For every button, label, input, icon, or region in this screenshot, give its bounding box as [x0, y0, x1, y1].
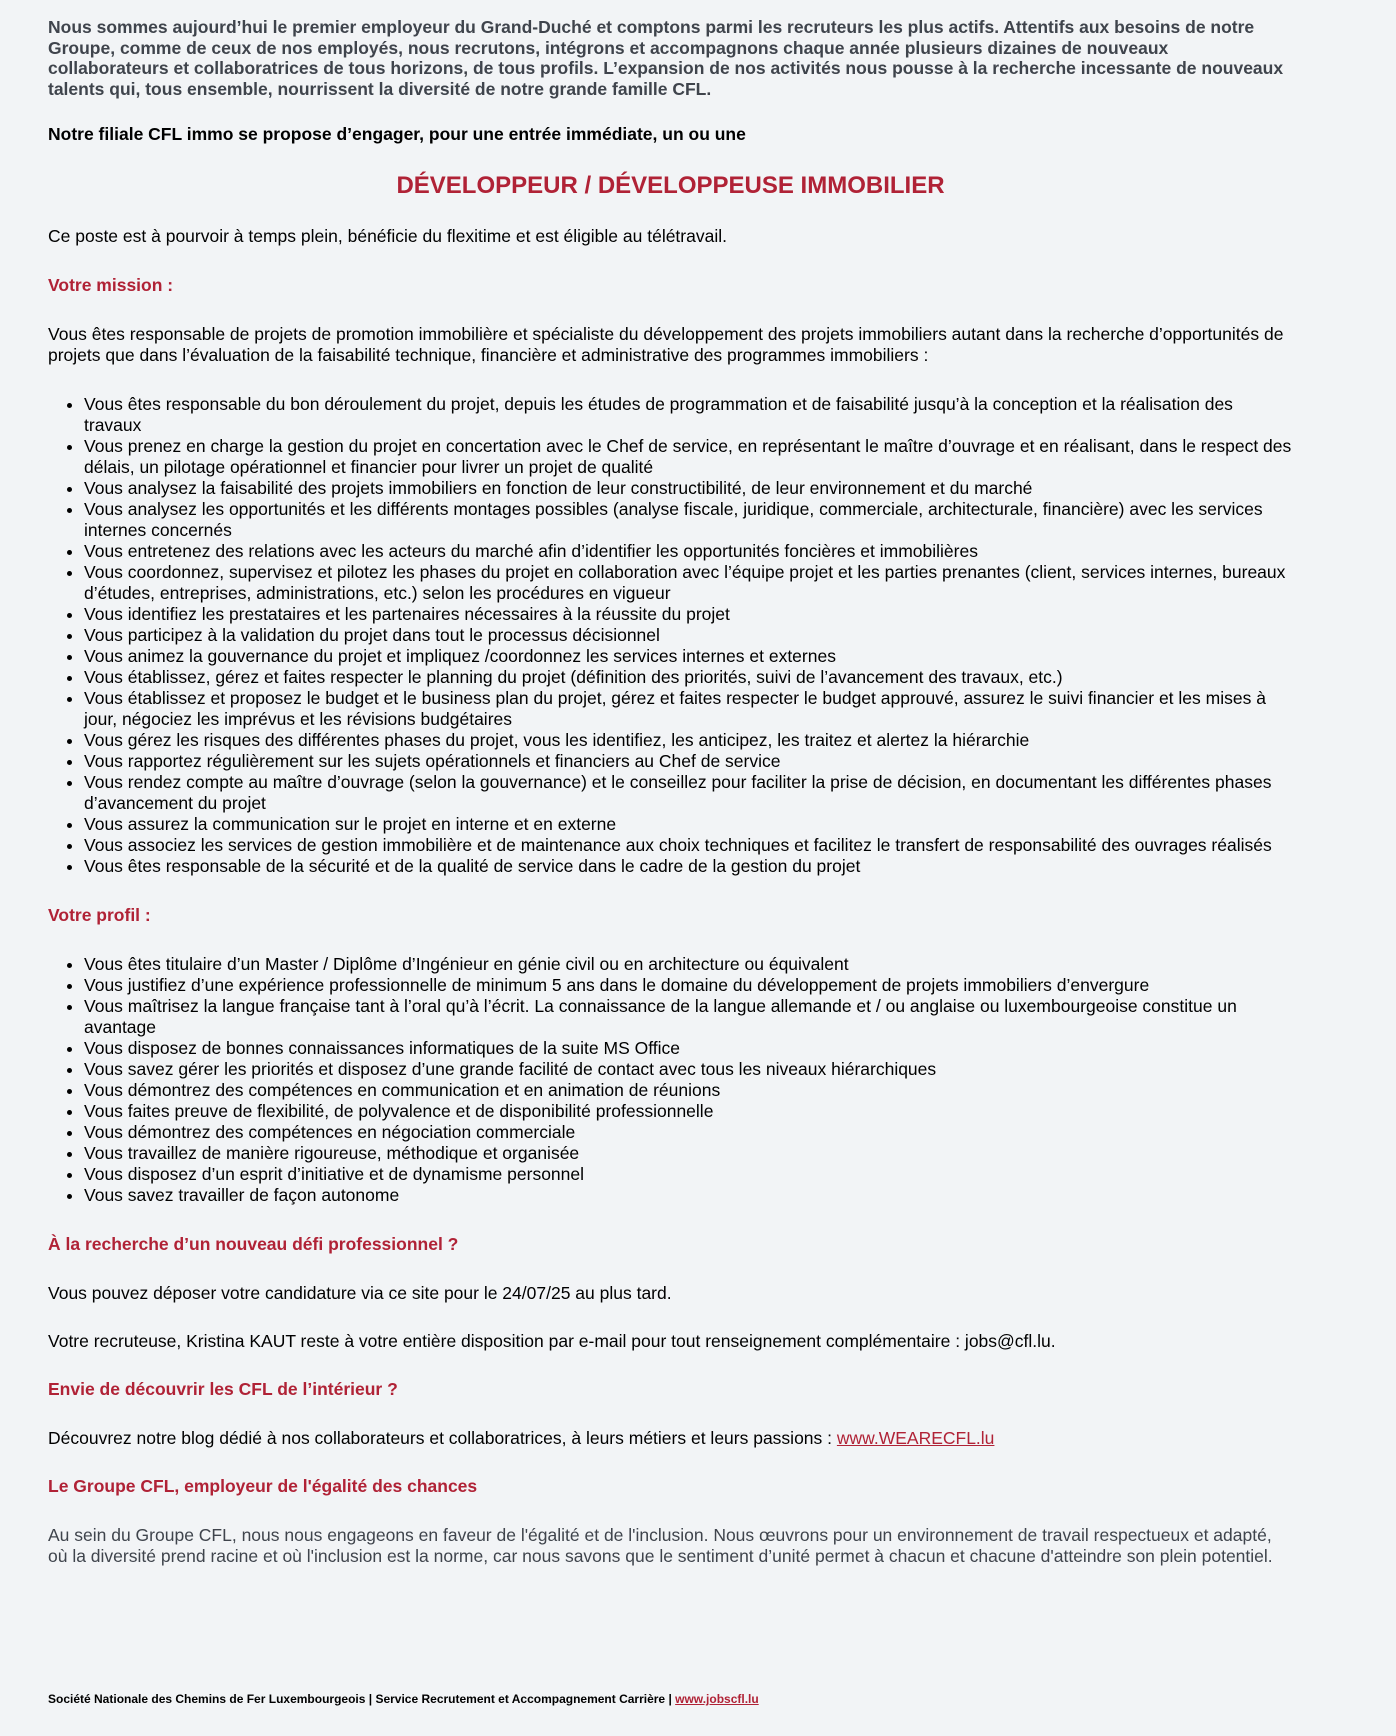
equality-heading: Le Groupe CFL, employeur de l'égalité des chances [48, 1476, 478, 1496]
profile-item: • Vous êtes titulaire d’un Master / Diplôme d’Ingénieur en génie civil ou en architecture ou équivalent [84, 954, 1293, 975]
conditions-text: Ce poste est à pourvoir à temps plein, bénéficie du flexitime et est éligible au télétravail. [48, 226, 727, 246]
mission-item: • Vous êtes responsable du bon déroulement du projet, depuis les études de programmation et de faisabilité jusqu’à la conception et la réalisation des travaux [84, 394, 1293, 436]
profile-item: • Vous faites preuve de flexibilité, de polyvalence et de disponibilité professionnelle [84, 1101, 1293, 1122]
apply-heading: À la recherche d’un nouveau défi professionnel ? [48, 1234, 459, 1254]
mission-item: • Vous établissez et proposez le budget et le business plan du projet, gérez et faites respecter le budget approuvé, assurez le suivi financier et les mises à jour, négociez les imprévus et les révisions budgétaires [84, 688, 1293, 730]
mission-item: • Vous gérez les risques des différentes phases du projet, vous les identifiez, les anticipez, les traitez et alertez la hiérarchie [84, 730, 1293, 751]
profile-item: • Vous disposez d’un esprit d’initiative et de dynamisme personnel [84, 1164, 1293, 1185]
mission-item: • Vous identifiez les prestataires et les partenaires nécessaires à la réussite du projet [84, 604, 1293, 625]
job-title: DÉVELOPPEUR / DÉVELOPPEUSE IMMOBILIER [396, 172, 945, 199]
mission-item: • Vous coordonnez, supervisez et pilotez les phases du projet en collaboration avec l’équipe projet et les parties prenantes (client, services internes, bureaux d’études, entreprises, administrations, etc.) selon les procédures en vigueur [84, 562, 1293, 604]
mission-item: • Vous rendez compte au maître d’ouvrage (selon la gouvernance) et le conseillez pour faciliter la prise de décision, en documentant les différentes phases d’avancement du projet [84, 772, 1293, 814]
profile-item: • Vous savez travailler de façon autonome [84, 1185, 1293, 1206]
mission-item: • Vous établissez, gérez et faites respecter le planning du projet (définition des priorités, suivi de l’avancement des travaux, etc.) [84, 667, 1293, 688]
profile-item: • Vous savez gérer les priorités et disposez d’une grande facilité de contact avec tous les niveaux hiérarchiques [84, 1059, 1293, 1080]
equality-text: Au sein du Groupe CFL, nous nous engageons en faveur de l'égalité et de l'inclusion. Nous œuvrons pour un environnement de travail respectueux et adapté, où la diversité prend racine et où l'inclusion est la norme, car nous savons que le sentiment d’unité permet à chacun et chacune d'atteindre son plein potentiel. [48, 1525, 1273, 1566]
recruiter-text: Votre recruteuse, Kristina KAUT reste à votre entière disposition par e-mail pour tout renseignement complémentaire : jobs@cfl.lu. [48, 1331, 1056, 1351]
profile-item: • Vous démontrez des compétences en communication et en animation de réunions [84, 1080, 1293, 1101]
mission-item: • Vous rapportez régulièrement sur les sujets opérationnels et financiers au Chef de service [84, 751, 1293, 772]
jobscfl-link[interactable]: www.jobscfl.lu [675, 1692, 759, 1706]
mission-intro: Vous êtes responsable de projets de promotion immobilière et spécialiste du développement des projets immobiliers autant dans la recherche d’opportunités de projets que dans l’évaluation de la faisabilité technique, financière et administrative des programmes immobiliers : [48, 324, 1284, 365]
discover-paragraph [48, 1428, 1293, 1449]
footer-text: Société Nationale des Chemins de Fer Luxembourgeois | Service Recrutement et Accompagnement Carrière | [48, 1692, 676, 1706]
mission-item: • Vous associez les services de gestion immobilière et de maintenance aux choix techniques et facilitez le transfert de responsabilité des ouvrages réalisés [84, 835, 1293, 856]
mission-item: • Vous prenez en charge la gestion du projet en concertation avec le Chef de service, en représentant le maître d’ouvrage et en réalisant, dans le respect des délais, un pilotage opérationnel et financier pour livrer un projet de qualité [84, 436, 1293, 478]
profile-item: • Vous travaillez de manière rigoureuse, méthodique et organisée [84, 1143, 1293, 1164]
mission-item: • Vous assurez la communication sur le projet en interne et en externe [84, 814, 1293, 835]
mission-item: • Vous entretenez des relations avec les acteurs du marché afin d’identifier les opportunités foncières et immobilières [84, 541, 1293, 562]
mission-item: • Vous participez à la validation du projet dans tout le processus décisionnel [84, 625, 1293, 646]
profile-item: • Vous maîtrisez la langue française tant à l’oral qu’à l’écrit. La connaissance de la langue allemande et / ou anglaise ou luxembourgeoise constitue un avantage [84, 996, 1293, 1038]
intro-paragraph: Nous sommes aujourd’hui le premier employeur du Grand-Duché et comptons parmi les recruteurs les plus actifs. Attentifs aux besoins de notre Groupe, comme de ceux de nos employés, nous recrutons, intégrons et accompagnons chaque année plusieurs dizaines de nouveaux collaborateurs et collaboratrices de tous horizons, de tous profils. L’expansion de nos activités nous pousse à la recherche incessante de nouveaux talents qui, tous ensemble, nourrissent la diversité de notre grande famille CFL. [48, 17, 1284, 99]
mission-heading: Votre mission : [48, 275, 174, 295]
mission-item: • Vous êtes responsable de la sécurité et de la qualité de service dans le cadre de la gestion du projet [84, 856, 1293, 877]
profile-list [48, 954, 1293, 1206]
profile-heading: Votre profil : [48, 905, 151, 925]
mission-item: • Vous analysez la faisabilité des projets immobiliers en fonction de leur constructibilité, de leur environnement et du marché [84, 478, 1293, 499]
mission-list [48, 394, 1293, 877]
footer [48, 1692, 759, 1707]
discover-heading: Envie de découvrir les CFL de l’intérieur ? [48, 1379, 398, 1399]
mission-item: • Vous analysez les opportunités et les différents montages possibles (analyse fiscale, juridique, commerciale, architecturale, financière) avec les services internes concernés [84, 499, 1293, 541]
discover-text: Découvrez notre blog dédié à nos collaborateurs et collaboratrices, à leurs métiers et leurs passions : [48, 1428, 837, 1448]
deadline-text: Vous pouvez déposer votre candidature via ce site pour le 24/07/25 au plus tard. [48, 1283, 672, 1303]
profile-item: • Vous disposez de bonnes connaissances informatiques de la suite MS Office [84, 1038, 1293, 1059]
mission-item: • Vous animez la gouvernance du projet et impliquez /coordonnez les services internes et externes [84, 646, 1293, 667]
lead-sentence: Notre filiale CFL immo se propose d’engager, pour une entrée immédiate, un ou une [48, 124, 746, 144]
profile-item: • Vous démontrez des compétences en négociation commerciale [84, 1122, 1293, 1143]
wearecfl-link[interactable]: www.WEARECFL.lu [836, 1428, 995, 1448]
profile-item: • Vous justifiez d’une expérience professionnelle de minimum 5 ans dans le domaine du développement de projets immobiliers d’envergure [84, 975, 1293, 996]
job-posting [48, 17, 1293, 1567]
